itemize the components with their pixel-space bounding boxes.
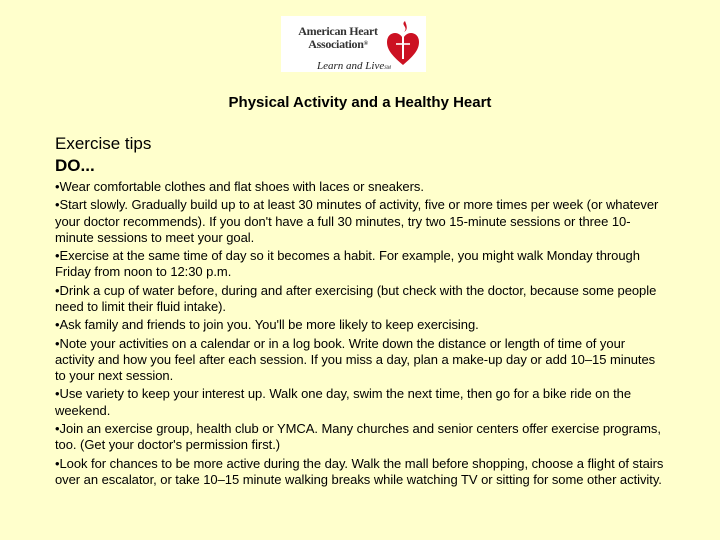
heart-torch-icon (385, 19, 421, 67)
logo-trademark: SM (384, 66, 391, 71)
tips-list (55, 179, 667, 490)
logo-tagline-text: Learn and Live (317, 60, 385, 72)
logo-tagline (317, 60, 391, 72)
tip-item: •Look for chances to be more active during the day. Walk the mall before shopping, choose a flight of stairs over an escalator, or take 10–15 minute walking breaks while watching TV or sitting for some other activity. (55, 455, 664, 487)
section-subheading: DO... (55, 156, 95, 175)
tip-item: •Wear comfortable clothes and flat shoes with laces or sneakers. (55, 179, 424, 194)
logo-org-name (289, 25, 387, 51)
page-title: Physical Activity and a Healthy Heart (228, 94, 492, 111)
tip-item: •Note your activities on a calendar or in a log book. Write down the distance or length of time of your activity and how you feel after each session. If you miss a day, plan a make-up day or add 10–15 minutes to your next session. (55, 335, 656, 383)
tip-item: •Start slowly. Gradually build up to at least 30 minutes of activity, five or more times per week (or whatever your doctor recommends). If you don't have a full 30 minutes, try two 15-minute sessions or three 10-minute sessions to meet your goal. (55, 197, 659, 245)
logo-registered-mark: ® (363, 41, 368, 47)
logo-org-line2: Association (308, 37, 364, 51)
logo-org-line1: American Heart (298, 24, 378, 38)
tip-item: •Ask family and friends to join you. You'll be more likely to keep exercising. (55, 317, 479, 333)
aha-logo (281, 16, 426, 72)
tip-item: •Exercise at the same time of day so it becomes a habit. For example, you might walk Monday through Friday from noon to 12:30 p.m. (55, 248, 640, 280)
tip-item: •Use variety to keep your interest up. Walk one day, swim the next time, then go for a bike ride on the weekend. (55, 386, 632, 418)
tip-item: •Join an exercise group, health club or YMCA. Many churches and senior centers offer exercise programs, too. (Get your doctor's permission first.) (55, 421, 661, 453)
tip-item: •Drink a cup of water before, during and after exercising (but check with the doctor, because some people need to limit their fluid intake). (55, 282, 657, 314)
section-heading: Exercise tips (55, 134, 152, 153)
